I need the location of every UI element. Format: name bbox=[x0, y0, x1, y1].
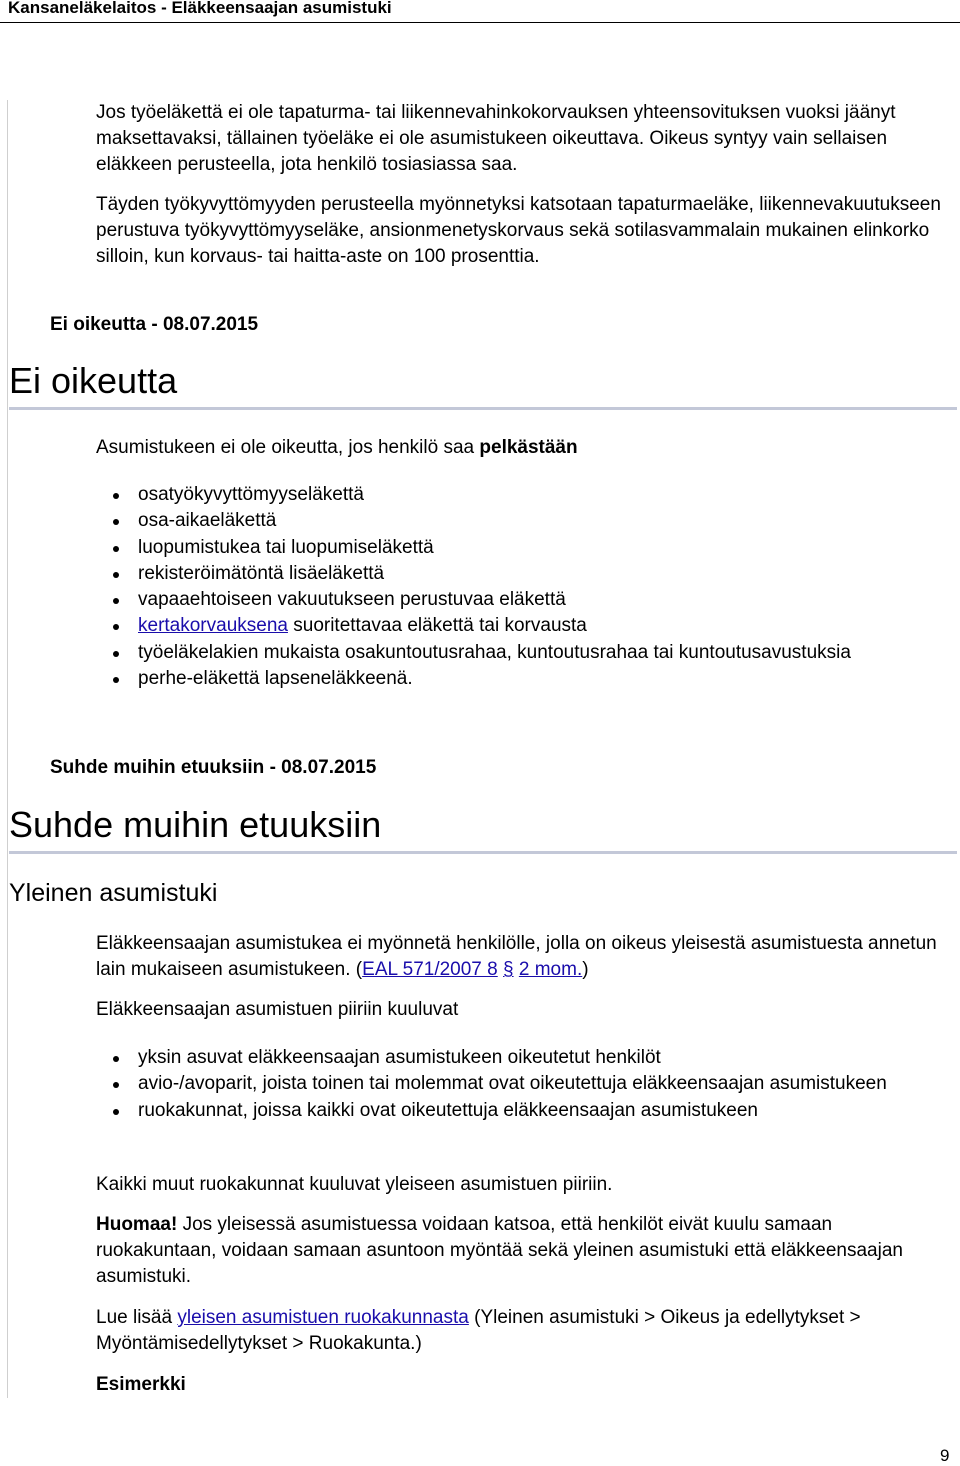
moment-link[interactable]: 2 mom. bbox=[518, 959, 583, 980]
bullet-icon bbox=[113, 519, 119, 525]
list-item bbox=[96, 508, 956, 534]
general-p1-text: Eläkkeensaajan asumistukea ei myönnetä henkilölle, jolla on oikeus yleisestä asumistuesta annetun lain mukaiseen asumistukeen. ( bbox=[96, 933, 937, 980]
list-item bbox=[96, 561, 956, 587]
list-item-text: perhe-eläkettä lapseneläkkeenä. bbox=[138, 668, 413, 690]
list-item bbox=[96, 1045, 956, 1071]
read-more-path: (Yleinen asumistuki > Oikeus ja edellytykset > Myöntämisedellytykset > Ruokakunta.) bbox=[96, 1307, 861, 1354]
no-right-intro bbox=[96, 435, 956, 461]
list-item-text: luopumistukea tai luopumiseläkettä bbox=[138, 536, 434, 558]
list-item-text: osa-aikaeläkettä bbox=[138, 510, 277, 532]
general-paragraph-1 bbox=[96, 931, 956, 983]
note-label: Huomaa! bbox=[96, 1214, 178, 1235]
list-item-text: avio-/avoparit, joista toinen tai molemmat ovat oikeutettuja eläkkeensaajan asumistukeen bbox=[138, 1073, 887, 1095]
list-item-text: työeläkelakien mukaista osakuntoutusrahaa, kuntoutusrahaa tai kuntoutusavustuksia bbox=[138, 641, 851, 663]
list-item bbox=[96, 1071, 956, 1097]
bullet-icon bbox=[113, 598, 119, 604]
general-note bbox=[96, 1212, 956, 1290]
section-divider bbox=[9, 851, 957, 854]
list-item bbox=[96, 666, 956, 692]
no-right-list bbox=[96, 482, 956, 692]
general-list bbox=[96, 1045, 956, 1124]
kertakorvaus-link[interactable]: kertakorvauksena bbox=[138, 615, 288, 637]
document-header: Kansaneläkelaitos - Eläkkeensaajan asumistuki bbox=[8, 0, 392, 17]
household-link[interactable]: yleisen asumistuen ruokakunnasta bbox=[177, 1307, 469, 1328]
read-more-paragraph bbox=[96, 1305, 956, 1357]
list-item-text: rekisteröimätöntä lisäeläkettä bbox=[138, 562, 385, 584]
subsection-heading-general: Yleinen asumistuki bbox=[9, 879, 218, 907]
list-item-text: ruokakunnat, joissa kaikki ovat oikeutettuja eläkkeensaajan asumistukeen bbox=[138, 1099, 758, 1121]
read-more-text: Lue lisää bbox=[96, 1307, 178, 1328]
list-item-text: osatyökyvyttömyyseläkettä bbox=[138, 484, 364, 505]
general-paragraph-3: Kaikki muut ruokakunnat kuuluvat yleiseen asumistuen piiriin. bbox=[96, 1174, 613, 1195]
section-heading-no-right: Ei oikeutta bbox=[9, 360, 178, 401]
list-item-text: vapaaehtoiseen vakuutukseen perustuvaa eläkettä bbox=[138, 589, 566, 611]
list-item bbox=[96, 640, 956, 666]
list-item bbox=[96, 587, 956, 613]
eal-law-link[interactable]: EAL 571/2007 8 bbox=[362, 959, 498, 980]
section-heading-relation: Suhde muihin etuuksiin bbox=[9, 804, 382, 845]
list-item bbox=[96, 1098, 956, 1124]
note-text: Jos yleisessä asumistuessa voidaan katsoa, että henkilöt eivät kuulu samaan ruokakuntaan, voidaan samaan asuntoon myöntää sekä yleinen asumistuki että eläkkeensaajan asumistuki. bbox=[96, 1214, 903, 1287]
page-number: 9 bbox=[940, 1446, 950, 1465]
no-right-intro-text: Asumistukeen ei ole oikeutta, jos henkilö saa bbox=[96, 437, 480, 458]
list-item bbox=[96, 535, 956, 561]
intro-paragraph-2: Täyden työkyvyttömyyden perusteella myönnetyksi katsotaan tapaturmaeläke, liikennevakuutukseen perustuva työkyvyttömyyseläke, ansionmenetyskorvaus sekä sotilasvammalain mukainen elinkorko silloin, kun korvaus- tai haitta-aste on 100 prosenttia. bbox=[96, 194, 941, 267]
section-subheading-relation: Suhde muihin etuuksiin - 08.07.2015 bbox=[50, 757, 377, 778]
no-right-intro-bold: pelkästään bbox=[479, 437, 578, 458]
bullet-icon bbox=[113, 1082, 119, 1088]
example-heading: Esimerkki bbox=[96, 1374, 186, 1395]
general-paragraph-2: Eläkkeensaajan asumistuen piiriin kuuluvat bbox=[96, 999, 459, 1020]
bullet-icon bbox=[113, 651, 119, 657]
list-item bbox=[96, 482, 956, 508]
section-sign-link[interactable]: § bbox=[503, 959, 514, 980]
bullet-icon bbox=[113, 677, 119, 683]
bullet-icon bbox=[113, 624, 119, 630]
general-p1-end: ) bbox=[582, 959, 589, 980]
bullet-icon bbox=[113, 546, 119, 552]
left-border-line bbox=[7, 100, 8, 1398]
list-item-text: yksin asuvat eläkkeensaajan asumistukeen oikeutetut henkilöt bbox=[138, 1047, 661, 1068]
bullet-icon bbox=[113, 1109, 119, 1115]
bullet-icon bbox=[113, 1056, 119, 1062]
section-divider bbox=[9, 407, 957, 410]
bullet-icon bbox=[113, 572, 119, 578]
list-item bbox=[96, 613, 956, 639]
bullet-icon bbox=[113, 493, 119, 499]
section-subheading-no-right: Ei oikeutta - 08.07.2015 bbox=[50, 314, 259, 335]
intro-paragraph-1: Jos työeläkettä ei ole tapaturma- tai liikennevahinkokorvauksen yhteensovituksen vuoksi jäänyt maksettavaksi, tällainen työeläke ei ole asumistukeen oikeuttava. Oikeus syntyy vain sellaisen eläkkeen perusteella, jota henkilö tosiasiassa saa. bbox=[96, 102, 896, 175]
header-divider bbox=[0, 22, 960, 23]
list-item-text: suoritettavaa eläkettä tai korvausta bbox=[287, 615, 587, 637]
